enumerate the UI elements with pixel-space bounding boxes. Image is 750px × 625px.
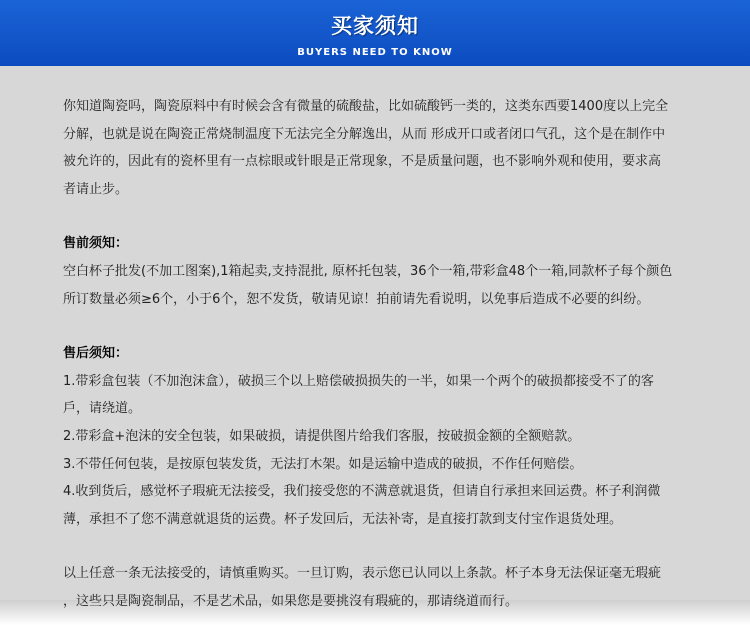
intro-line: 者请止步。 — [63, 181, 129, 197]
intro-line: 你知道陶瓷吗，陶瓷原料中有时候会含有微量的硫酸盐，比如硫酸钙一类的，这类东西要1400度以上完全 — [63, 99, 669, 114]
aftersale-line: 3.不带任何包装，是按原包装发货，无法打木架。如是运输中造成的破损，不作任何赔偿。 — [63, 456, 583, 472]
presale-section — [63, 230, 705, 313]
presale-line: 空白杯子批发(不加工图案),1箱起卖,支持混批, 原杯托包装，36个一箱,带彩盒48个一箱,同款杯子每个颜色 — [63, 263, 673, 279]
closing-line: 以上任意一条无法接受的，请慎重购买。一旦订购，表示您已认同以上条款。杯子本身无法保证毫无瑕疵 — [63, 566, 662, 582]
aftersale-line: 戶，请绕道。 — [63, 401, 142, 417]
banner-subtitle: BUYERS NEED TO KNOW — [297, 47, 453, 58]
closing-line: ，这些只是陶瓷制品，不是艺术品，如果您是要挑沒有瑕疵的，那请绕道而行。 — [63, 593, 519, 609]
intro-line: 被允许的，因此有的瓷杯里有一点棕眼或针眼是正常现象，不是质量问题，也不影响外观和使用，要求高 — [63, 154, 662, 170]
presale-line: 所订数量必须≥6个，小于6个，恕不发货，敬请见谅！拍前请先看说明，以免事后造成不必要的纠纷。 — [63, 291, 650, 307]
aftersale-line: 薄，承担不了您不满意就退货的运费。杯子发回后，无法补寄，是直接打款到支付宝作退货处理。 — [63, 511, 623, 527]
intro-section — [63, 93, 705, 203]
presale-heading: 售前须知： — [63, 236, 129, 252]
aftersale-section — [63, 340, 705, 533]
aftersale-line: 4.收到货后，感觉杯子瑕疵无法接受，我们接受您的不满意就退货，但请自行承担来回运费。杯子利润微 — [63, 484, 661, 500]
aftersale-line: 1.带彩盒包装（不加泡沫盒），破损三个以上赔偿破损损失的一半，如果一个两个的破损都接受不了的客 — [63, 373, 654, 389]
header-banner — [0, 0, 750, 66]
notice-content — [63, 93, 705, 616]
aftersale-line: 2.带彩盒+泡沫的安全包装，如果破损，请提供图片给我们客服，按破损金额的全额赔款。 — [63, 428, 581, 444]
aftersale-heading: 售后须知： — [63, 346, 129, 362]
closing-section — [63, 560, 705, 615]
intro-line: 分解，也就是说在陶瓷正常烧制温度下无法完全分解逸出，从而 形成开口或者闭口气孔，这个是在制作中 — [63, 126, 666, 142]
banner-title: 买家须知 — [331, 14, 419, 38]
